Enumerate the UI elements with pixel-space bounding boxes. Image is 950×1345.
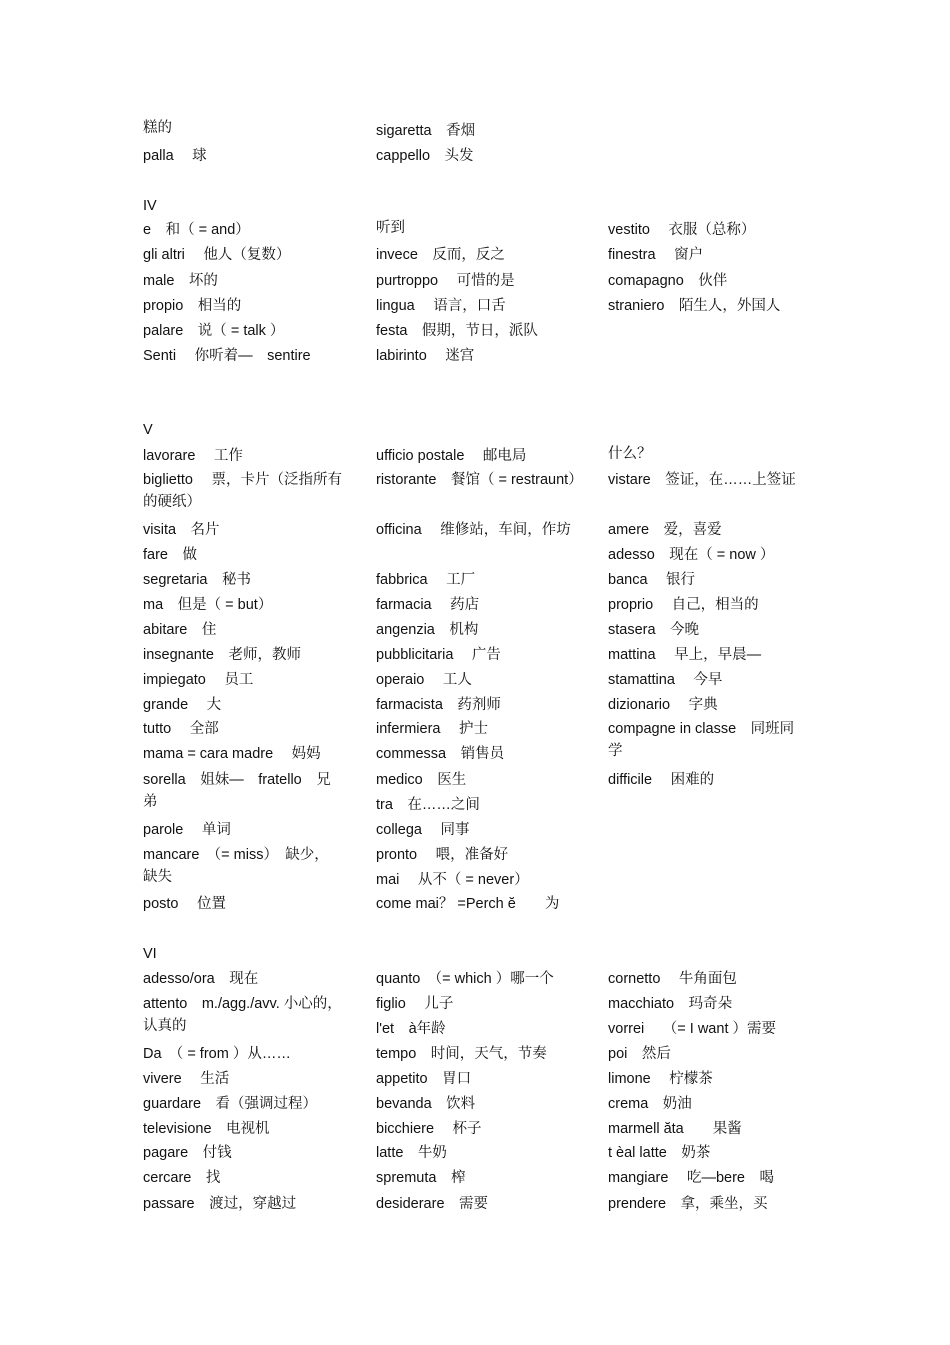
vocab-entry: visita 名片	[143, 522, 220, 538]
vocab-entry: grande 大	[143, 697, 222, 713]
vocab-entry: fabbrica 工厂	[376, 572, 476, 588]
vocab-entry: proprio 自己，相当的	[608, 597, 759, 613]
vocab-entry: l'et à年龄	[376, 1021, 446, 1037]
vocab-entry: propio 相当的	[143, 298, 242, 314]
vocab-entry: difficile 困难的	[608, 772, 715, 788]
vocab-entry: macchiato 玛奇朵	[608, 996, 733, 1012]
vocab-entry: straniero 陌生人，外国人	[608, 298, 781, 314]
vocab-entry: posto 位置	[143, 896, 226, 912]
vocab-entry: commessa 销售员	[376, 746, 505, 762]
vocab-entry: lingua 语言，口舌	[376, 298, 506, 314]
vocab-entry: parole 单词	[143, 822, 231, 838]
vocab-entry: festa 假期，节日，派队	[376, 323, 538, 339]
vocab-entry: spremuta 榨	[376, 1170, 466, 1186]
vocab-entry: adesso 现在（ = now ）	[608, 547, 775, 563]
vocab-entry: mai 从不（ = never）	[376, 872, 529, 888]
vocab-entry: collega 同事	[376, 822, 470, 838]
vocab-entry: cercare 找	[143, 1170, 221, 1186]
vocab-entry: dizionario 字典	[608, 697, 718, 713]
vocab-entry: 糕的	[143, 120, 172, 136]
vocab-entry: appetito 胃口	[376, 1071, 472, 1087]
vocab-entry: pubblicitaria 广告	[376, 647, 501, 663]
vocab-entry: Da （ = from ）从……	[143, 1046, 291, 1062]
vocab-entry: infermiera 护士	[376, 721, 488, 737]
vocab-entry: mangiare 吃—bere 喝	[608, 1170, 774, 1186]
vocab-entry: tempo 时间，天气，节奏	[376, 1046, 547, 1062]
vocab-entry: segretaria 秘书	[143, 572, 251, 588]
vocab-entry: amere 爱，喜爱	[608, 522, 722, 538]
vocab-entry: farmacia 药店	[376, 597, 480, 613]
vocab-entry: pronto 喂，准备好	[376, 847, 509, 863]
vocab-entry: ristorante 餐馆（ = restraunt）	[376, 472, 583, 488]
vocab-entry: lavorare 工作	[143, 448, 243, 464]
vocab-entry: t èal latte 奶茶	[608, 1145, 711, 1161]
vocab-entry: medico 医生	[376, 772, 467, 788]
vocab-entry: tutto 全部	[143, 721, 219, 737]
vocab-entry: banca 银行	[608, 572, 696, 588]
vocab-entry: marmell ăta 果酱	[608, 1121, 742, 1137]
vocab-entry: labirinto 迷宫	[376, 348, 475, 364]
vocab-entry: fare 做	[143, 547, 197, 563]
vocab-entry: mancare （= miss） 缺少，缺失	[143, 847, 329, 885]
vocab-entry: operaio 工人	[376, 672, 472, 688]
vocab-entry: finestra 窗户	[608, 247, 704, 263]
vocab-entry: desiderare 需要	[376, 1196, 489, 1212]
vocab-entry: Senti 你听着— sentire	[143, 348, 311, 364]
vocab-entry: abitare 住	[143, 622, 217, 638]
vocab-entry: crema 奶油	[608, 1096, 692, 1112]
vocab-entry: pagare 付钱	[143, 1145, 232, 1161]
vocab-entry: bicchiere 杯子	[376, 1121, 482, 1137]
vocab-entry: purtroppo 可惜的是	[376, 273, 515, 289]
vocab-entry: male 坏的	[143, 273, 218, 289]
vocab-entry: passare 渡过，穿越过	[143, 1196, 297, 1212]
vocab-entry: cornetto 牛角面包	[608, 971, 737, 987]
vocab-entry: guardare 看（强调过程）	[143, 1096, 318, 1112]
vocab-entry: sigaretta 香烟	[376, 123, 476, 139]
vocab-entry: impiegato 员工	[143, 672, 254, 688]
vocab-entry: ma 但是（ = but）	[143, 597, 273, 613]
vocab-entry: palare 说（ = talk ）	[143, 323, 285, 339]
vocab-entry: stamattina 今早	[608, 672, 723, 688]
vocab-entry: adesso/ora 现在	[143, 971, 259, 987]
vocab-entry: 什么？	[608, 446, 652, 462]
vocab-entry: bevanda 饮料	[376, 1096, 476, 1112]
vocab-entry: mama = cara madre 妈妈	[143, 746, 321, 762]
vocab-entry: vivere 生活	[143, 1071, 230, 1087]
vocab-entry: quanto （= which ）哪一个	[376, 971, 554, 987]
vocab-entry: insegnante 老师，教师	[143, 647, 301, 663]
vocab-entry: e 和（ = and）	[143, 222, 250, 238]
vocab-entry: stasera 今晚	[608, 622, 700, 638]
vocab-entry: compagne in classe 同班同学	[608, 721, 795, 759]
vocab-entry: ufficio postale 邮电局	[376, 448, 527, 464]
vocab-entry: tra 在……之间	[376, 797, 480, 813]
vocab-entry: 听到	[376, 220, 405, 236]
vocab-entry: attento m./agg./avv. 小心的，认真的	[143, 996, 342, 1034]
vocab-entry: sorella 姐妹— fratello 兄弟	[143, 772, 331, 810]
vocab-entry: figlio 儿子	[376, 996, 454, 1012]
vocab-entry: invece 反而，反之	[376, 247, 505, 263]
vocab-entry: vistare 签证，在……上签证	[608, 472, 796, 488]
vocab-entry: mattina 早上，早晨—	[608, 647, 762, 663]
vocab-entry: gli altri 他人（复数）	[143, 247, 291, 263]
vocab-entry: comapagno 伙伴	[608, 273, 728, 289]
vocab-entry: cappello 头发	[376, 148, 474, 164]
vocab-entry: latte 牛奶	[376, 1145, 447, 1161]
vocab-entry: palla 球	[143, 148, 207, 164]
vocab-entry: televisione 电视机	[143, 1121, 270, 1137]
vocab-entry: vorrei （= I want ）需要	[608, 1021, 776, 1037]
vocab-entry: officina 维修站，车间，作坊	[376, 522, 571, 538]
vocab-entry: vestito 衣服（总称）	[608, 222, 756, 238]
section-heading: IV	[143, 198, 157, 214]
vocab-entry: angenzia 机构	[376, 622, 479, 638]
vocab-entry: biglietto 票，卡片（泛指所有的硬纸）	[143, 472, 343, 510]
vocab-entry: prendere 拿，乘坐，买	[608, 1196, 768, 1212]
section-heading: V	[143, 422, 153, 438]
vocab-entry: limone 柠檬茶	[608, 1071, 713, 1087]
vocab-entry: farmacista 药剂师	[376, 697, 501, 713]
section-heading: VI	[143, 946, 157, 962]
vocab-entry: poi 然后	[608, 1046, 671, 1062]
vocab-entry: come mai？ =Perch ĕ 为	[376, 896, 560, 912]
